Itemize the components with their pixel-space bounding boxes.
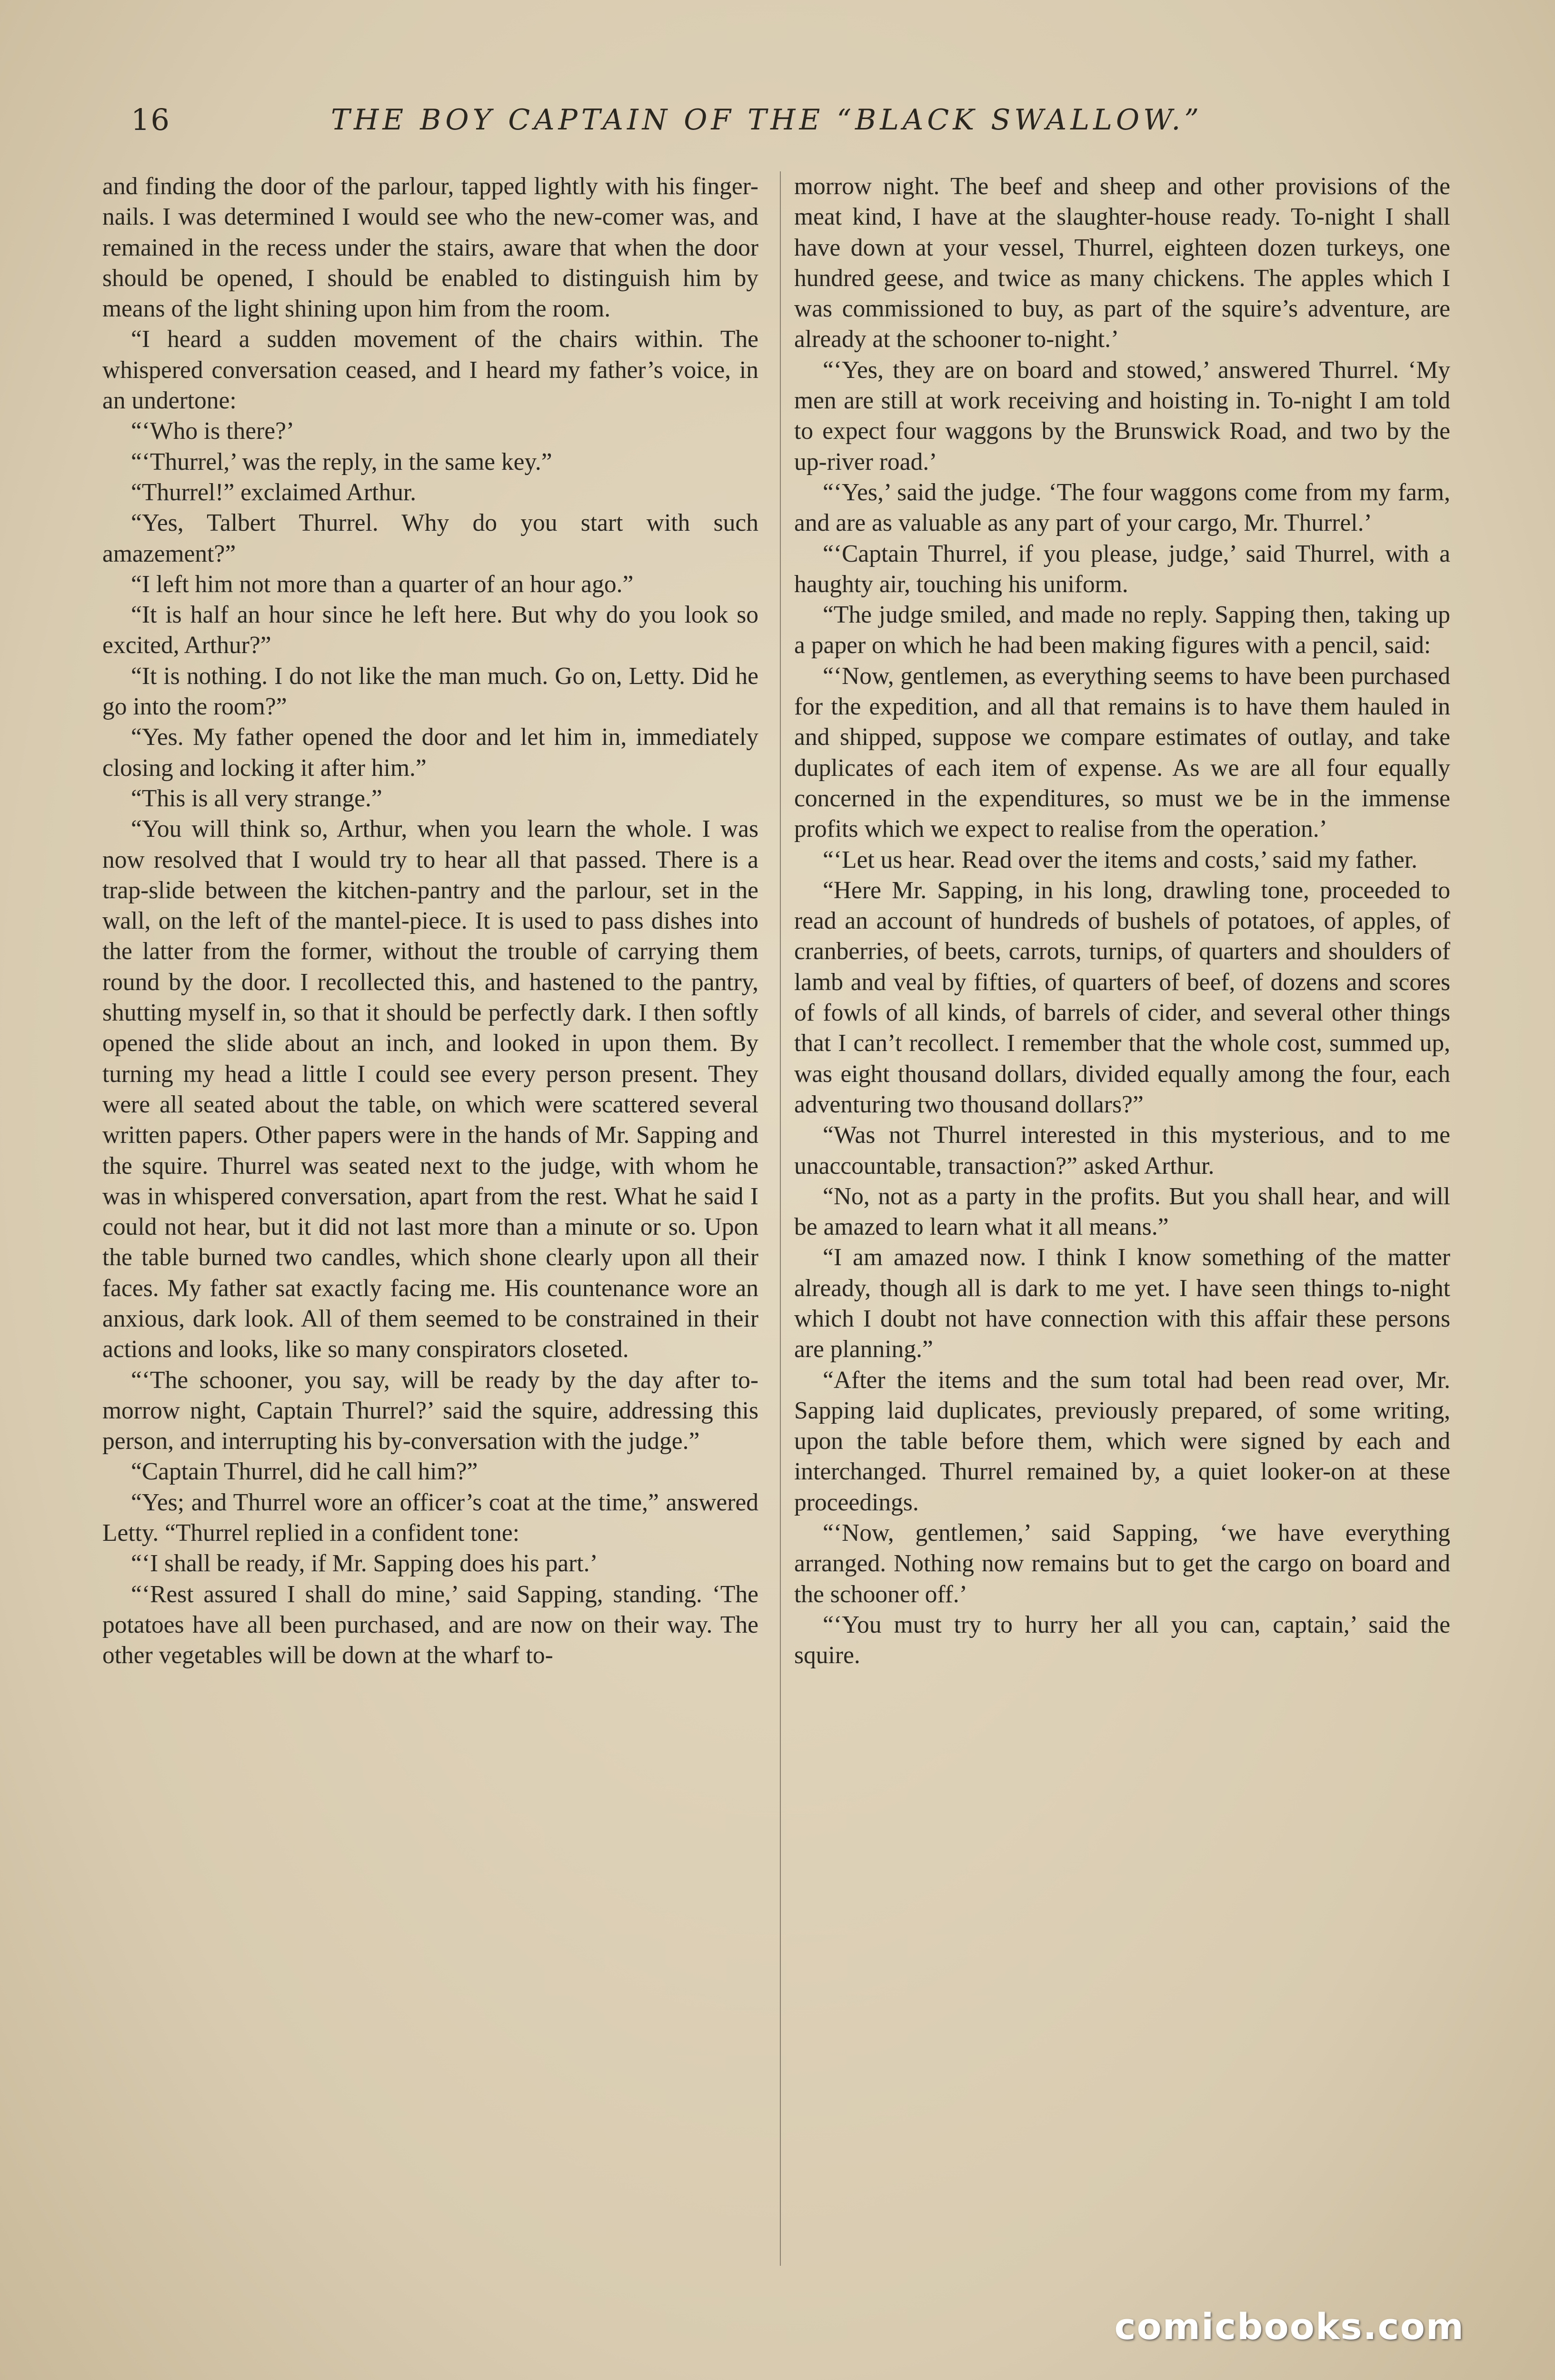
paragraph: “‘You must try to hurry her all you can, captain,’ said the squire. (794, 1611, 1450, 1669)
paragraph: “Was not Thurrel interested in this mysterious, and to me unaccountable, transaction?” asked Arthur. (794, 1121, 1450, 1180)
column-divider (780, 171, 781, 2266)
paragraph: “Captain Thurrel, did he call him?” (131, 1458, 478, 1486)
paragraph: “This is all very strange.” (131, 784, 382, 812)
page-number: 16 (131, 102, 170, 137)
paragraph: “It is nothing. I do not like the man much. Go on, Letty. Did he go into the room?” (102, 662, 758, 721)
paragraph: “I am amazed now. I think I know something of the matter already, though all is dark to me yet. I have seen things to-night which I doubt not have connection with this affair these persons are planning.” (794, 1244, 1450, 1363)
paragraph: “Yes; and Thurrel wore an officer’s coat at the time,” answered Letty. “Thurrel replied in a confident tone: (102, 1488, 758, 1547)
paragraph: “‘Captain Thurrel, if you please, judge,’ said Thurrel, with a haughty air, touching his uniform. (794, 540, 1450, 598)
paragraph: and finding the door of the parlour, tapped lightly with his finger-nails. I was determined I would see who the new-comer was, and remained in the recess under the stairs, aware that when the door should be opened, I should be enabled to distinguish him by means of the light shining upon him from the room. (102, 173, 758, 323)
paragraph: “‘Who is there?’ (131, 417, 295, 445)
watermark-logo: comicbooks.com (1114, 2305, 1465, 2348)
paragraph: “‘The schooner, you say, will be ready by the day after to-morrow night, Captain Thurrel?’ said the squire, addressing this person, and interrupting his by-conversation with the judge.” (102, 1366, 758, 1455)
paragraph: “After the items and the sum total had been read over, Mr. Sapping laid duplicates, previously prepared, of some writing, upon the table before them, which were signed by each and interchanged. Thurrel remained by, a quiet looker-on at these proceedings. (794, 1366, 1450, 1516)
paragraph: “No, not as a party in the profits. But you shall hear, and will be amazed to learn what it all means.” (794, 1182, 1450, 1241)
page-header (131, 102, 1459, 145)
right-text-column (794, 171, 1450, 2285)
paragraph: “The judge smiled, and made no reply. Sapping then, taking up a paper on which he had been making figures with a pencil, said: (794, 601, 1450, 659)
paragraph: “‘I shall be ready, if Mr. Sapping does his part.’ (131, 1550, 598, 1577)
paragraph: “‘Yes, they are on board and stowed,’ answered Thurrel. ‘My men are still at work receiving and hoisting in. To-night I am told to expect four waggons by the Brunswick Road, and two by the up-river road.’ (794, 356, 1450, 476)
paragraph: “Here Mr. Sapping, in his long, drawling tone, proceeded to read an account of hundreds of bushels of potatoes, of apples, of cranberries, of beets, carrots, turnips, of quarters and shoulders of lamb and veal by fifties, of quarters of beef, of dozens and scores of fowls of all kinds, of barrels of cider, and several other things that I can’t recollect. I remember that the whole cost, summed up, was eight thousand dollars, divided equally among the four, each adventuring two thousand dollars?” (794, 876, 1450, 1118)
paragraph: “‘Now, gentlemen,’ said Sapping, ‘we have everything arranged. Nothing now remains but to get the cargo on board and the schooner off.’ (794, 1519, 1450, 1608)
paragraph: “You will think so, Arthur, when you learn the whole. I was now resolved that I would try to hear all that passed. There is a trap-slide between the kitchen-pantry and the parlour, set in the wall, on the left of the mantel-piece. It is used to pass dishes into the latter from the former, without the trouble of carrying them round by the door. I recollected this, and hastened to the pantry, shutting myself in, so that it should be perfectly dark. I then softly opened the slide about an inch, and looked in upon them. By turning my head a little I could see every person present. They were all seated about the table, on which were scattered several written papers. Other papers were in the hands of Mr. Sapping and the squire. Thurrel was seated next to the judge, with whom he was in whispered conversation, apart from the rest. What he said I could not hear, but it did not last more than a minute or so. Upon the table burned two candles, which shone clearly upon all their faces. My father sat exactly facing me. His countenance wore an anxious, dark look. All of them seemed to be constrained in their actions and looks, like so many conspirators closeted. (102, 815, 758, 1363)
paragraph: “Thurrel!” exclaimed Arthur. (131, 478, 417, 506)
paragraph: “‘Now, gentlemen, as everything seems to have been purchased for the expedition, and all that remains is to have them hauled in and shipped, suppose we compare estimates of outlay, and take duplicates of each item of expense. As we are all four equally concerned in the expenditures, so must we be in the immense profits which we expect to realise from the operation.’ (794, 662, 1450, 843)
paragraph: “I left him not more than a quarter of an hour ago.” (131, 570, 634, 598)
running-title: THE BOY CAPTAIN OF THE “BLACK SWALLOW.” (331, 103, 1203, 137)
paragraph: “‘Yes,’ said the judge. ‘The four waggons come from my farm, and are as valuable as any part of your cargo, Mr. Thurrel.’ (794, 478, 1450, 537)
paragraph: “It is half an hour since he left here. But why do you look so excited, Arthur?” (102, 601, 758, 659)
paragraph: “Yes. My father opened the door and let him in, immediately closing and locking it after him.” (102, 724, 758, 782)
paragraph: “‘Let us hear. Read over the items and costs,’ said my father. (823, 846, 1417, 873)
paragraph: “‘Thurrel,’ was the reply, in the same key.” (131, 448, 552, 476)
paragraph: “‘Rest assured I shall do mine,’ said Sapping, standing. ‘The potatoes have all been purchased, and are now on their way. The other vegetables will be down at the wharf to- (102, 1580, 758, 1669)
left-text-column (102, 171, 758, 2285)
paragraph: “I heard a sudden movement of the chairs within. The whispered conversation ceased, and I heard my father’s voice, in an undertone: (102, 326, 758, 415)
paragraph: morrow night. The beef and sheep and other provisions of the meat kind, I have at the slaughter-house ready. To-night I shall have down at your vessel, Thurrel, eighteen dozen turkeys, one hundred geese, and twice as many chickens. The apples which I was commissioned to buy, as part of the squire’s adventure, are already at the schooner to-night.’ (794, 173, 1450, 353)
paragraph: “Yes, Talbert Thurrel. Why do you start with such amazement?” (102, 509, 758, 567)
